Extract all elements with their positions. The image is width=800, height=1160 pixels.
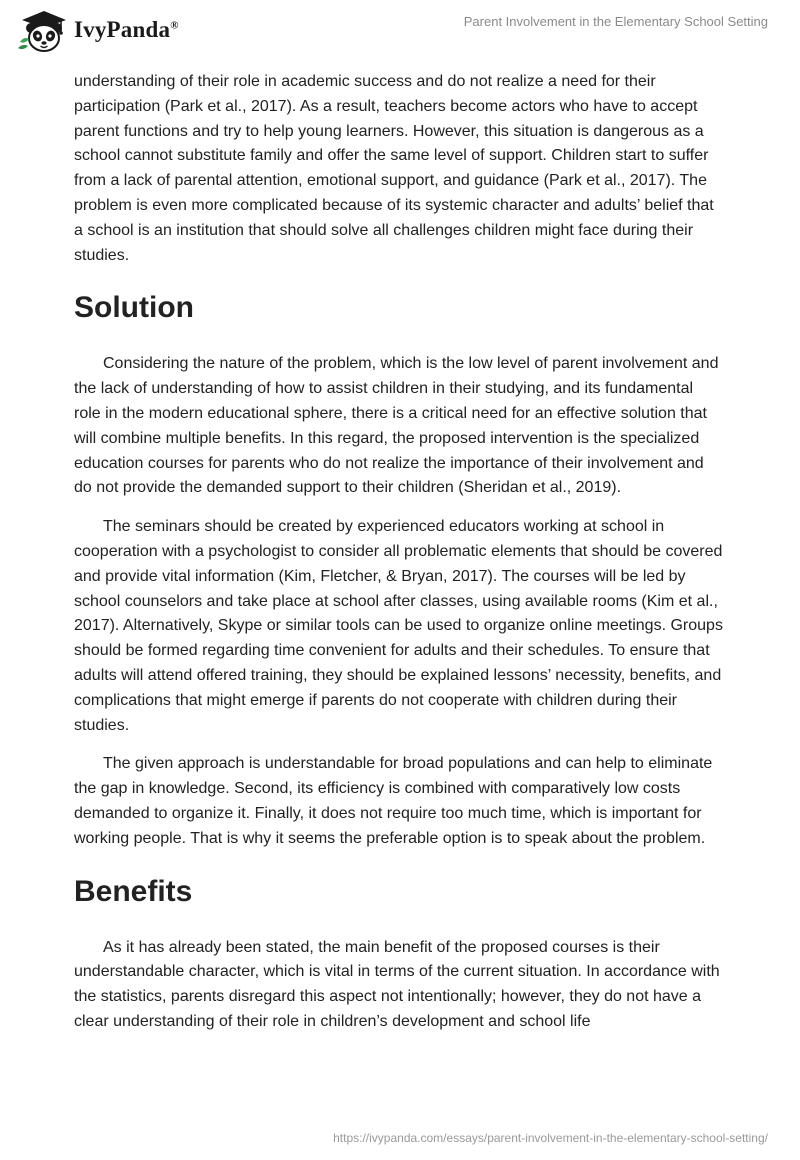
panda-logo-icon bbox=[14, 6, 70, 54]
solution-paragraph-1: Considering the nature of the problem, which is the low level of parent involvement and the lack of understanding of how to assist children in their studying, and its fundamental role in the modern educational sphere, there is a critical need for an effective solution that will combine multiple benefits. In this regard, the proposed intervention is the specialized education courses for parents who do not realize the importance of their involvement and do not provide the demanded support to their children (Sheridan et al., 2019). bbox=[74, 355, 719, 497]
benefits-paragraph-1: As it has already been stated, the main benefit of the proposed courses is their understandable character, which is vital in terms of the current situation. In accordance with the statistics, parents disregard this aspect not intentionally; however, they do not have a clear understanding of their role in children’s development and school life bbox=[74, 938, 720, 1030]
section-heading-benefits: Benefits bbox=[74, 874, 193, 908]
brand-name-text: IvyPanda bbox=[74, 17, 171, 42]
intro-paragraph: understanding of their role in academic success and do not realize a need for their participation (Park et al., 2017). As a result, teachers become actors who have to accept parent functions and try to help young learners. However, this situation is dangerous as a school cannot substitute family and offer the same level of support. Children start to suffer from a lack of parental attention, emotional support, and guidance (Park et al., 2017). The problem is even more complicated because of its systemic character and adults’ belief that a school is an institution that should solve all challenges children might face during their studies. bbox=[74, 73, 714, 264]
essay-content bbox=[74, 70, 724, 1049]
running-title: Parent Involvement in the Elementary School Setting bbox=[463, 14, 768, 29]
brand-logo[interactable] bbox=[14, 6, 234, 54]
page-header bbox=[0, 0, 800, 60]
solution-paragraph-2: The seminars should be created by experienced educators working at school in cooperation with a psychologist to consider all problematic elements that should be covered and provide vital information (Kim, Fletcher, & Bryan, 2017). The courses will be led by school counselors and take place at school after classes, using available rooms (Kim et al., 2017). Alternatively, Skype or similar tools can be used to organize online meetings. Groups should be formed regarding time convenient for adults and their schedules. To ensure that adults will attend offered training, they should be explained lessons’ necessity, benefits, and complications that might emerge if parents do not cooperate with children during their studies. bbox=[74, 518, 723, 734]
section-heading-solution: Solution bbox=[74, 291, 194, 325]
source-url-link[interactable]: https://ivypanda.com/essays/parent-involvement-in-the-elementary-school-setting/ bbox=[333, 1131, 768, 1145]
registered-mark: ® bbox=[170, 19, 179, 32]
brand-name bbox=[74, 17, 179, 43]
solution-paragraph-3: The given approach is understandable for broad populations and can help to eliminate the gap in knowledge. Second, its efficiency is combined with comparatively low costs demanded to organize it. Finally, it does not require too much time, which is important for working people. That is why it seems the preferable option is to speak about the problem. bbox=[74, 755, 713, 847]
